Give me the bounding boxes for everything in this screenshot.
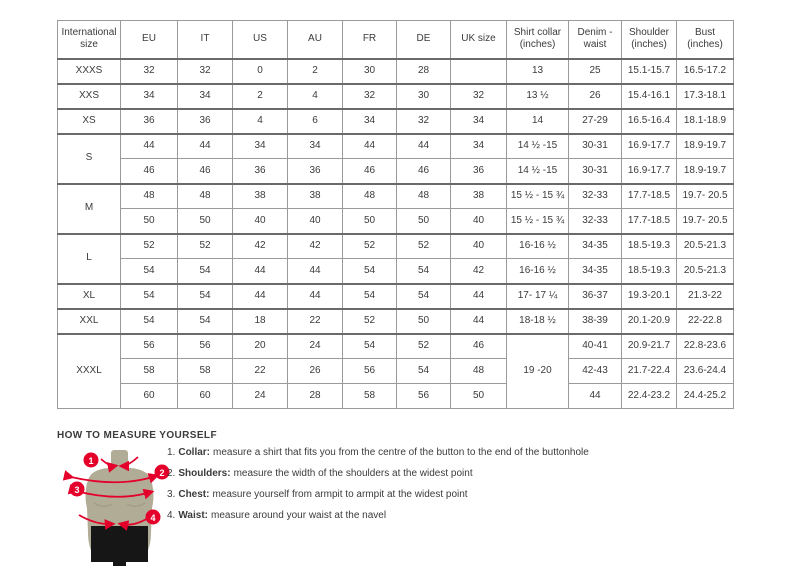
step-number: 1.	[167, 447, 176, 458]
table-cell: 44	[178, 134, 233, 159]
table-cell: 30-31	[569, 159, 622, 184]
table-cell: 54	[178, 259, 233, 284]
table-cell: 32	[178, 59, 233, 84]
table-cell: 40	[451, 209, 507, 234]
marker-4-number: 4	[150, 513, 156, 523]
table-cell: 4	[288, 84, 343, 109]
table-cell: 17.7-18.5	[622, 184, 677, 209]
table-cell: 54	[121, 309, 178, 334]
table-cell: 24	[288, 334, 343, 359]
merged-cell: M	[58, 184, 121, 234]
table-cell: 18.9-19.7	[677, 134, 734, 159]
table-cell: 32	[451, 84, 507, 109]
table-cell: 52	[343, 234, 397, 259]
table-cell: 44	[288, 284, 343, 309]
table-cell: 54	[121, 259, 178, 284]
table-cell: 20.1-20.9	[622, 309, 677, 334]
table-cell: 17.7-18.5	[622, 209, 677, 234]
measure-step	[167, 468, 777, 489]
table-cell: 26	[288, 359, 343, 384]
table-cell: 50	[121, 209, 178, 234]
mannequin-illustration	[54, 446, 176, 566]
table-cell: 42	[451, 259, 507, 284]
table-cell: 30-31	[569, 134, 622, 159]
mannequin-stand	[113, 560, 126, 566]
table-cell: XXL	[58, 309, 121, 334]
table-cell: 56	[343, 359, 397, 384]
table-cell: 44	[233, 284, 288, 309]
step-label: Shoulders:	[178, 468, 231, 479]
table-cell: 54	[178, 309, 233, 334]
table-cell: 32-33	[569, 184, 622, 209]
table-cell: 2	[233, 84, 288, 109]
table-cell: 44	[288, 259, 343, 284]
table-cell: 46	[343, 159, 397, 184]
merged-cell: S	[58, 134, 121, 184]
table-cell: 22	[288, 309, 343, 334]
table-cell: 46	[178, 159, 233, 184]
table-cell: XXS	[58, 84, 121, 109]
table-cell: 34	[451, 109, 507, 134]
table-cell: 21.3-22	[677, 284, 734, 309]
table-cell: 15.1-15.7	[622, 59, 677, 84]
table-cell	[451, 59, 507, 84]
measure-step	[167, 489, 777, 510]
table-cell: 32	[397, 109, 451, 134]
table-row	[58, 134, 734, 159]
table-cell: XL	[58, 284, 121, 309]
table-cell: 15.4-16.1	[622, 84, 677, 109]
table-cell: 40	[451, 234, 507, 259]
column-header: Denim - waist	[569, 21, 622, 59]
table-cell: 19.3-20.1	[622, 284, 677, 309]
measure-step	[167, 447, 777, 468]
table-cell: 6	[288, 109, 343, 134]
column-header: AU	[288, 21, 343, 59]
table-cell: 44	[451, 284, 507, 309]
table-cell: 48	[397, 184, 451, 209]
table-cell: 27-29	[569, 109, 622, 134]
table-cell: 60	[178, 384, 233, 409]
table-cell: 58	[121, 359, 178, 384]
table-cell: 32	[343, 84, 397, 109]
table-cell: 18	[233, 309, 288, 334]
table-cell: 20.5-21.3	[677, 234, 734, 259]
table-cell: 34	[288, 134, 343, 159]
table-cell: 50	[343, 209, 397, 234]
step-number: 4.	[167, 510, 176, 521]
table-cell: 30	[397, 84, 451, 109]
table-cell: 34	[233, 134, 288, 159]
table-cell: 17.3-18.1	[677, 84, 734, 109]
table-body	[58, 59, 734, 409]
table-row	[58, 109, 734, 134]
column-header: Shirt collar (inches)	[507, 21, 569, 59]
table-cell: 36	[121, 109, 178, 134]
merged-cell: XXXL	[58, 334, 121, 409]
table-cell: 54	[121, 284, 178, 309]
table-cell: 4	[233, 109, 288, 134]
step-text: measure a shirt that fits you from the centre of the button to the end of the buttonhole	[213, 447, 589, 458]
table-cell: 56	[178, 334, 233, 359]
column-header: US	[233, 21, 288, 59]
table-cell: 34	[178, 84, 233, 109]
table-cell: 16-16 ½	[507, 234, 569, 259]
column-header: International size	[58, 21, 121, 59]
table-cell: 25	[569, 59, 622, 84]
table-cell: 52	[397, 334, 451, 359]
table-cell: 22.8-23.6	[677, 334, 734, 359]
table-cell: 28	[397, 59, 451, 84]
step-label: Collar:	[178, 447, 211, 458]
table-cell: 14	[507, 109, 569, 134]
table-cell: 18.9-19.7	[677, 159, 734, 184]
table-cell: 44	[343, 134, 397, 159]
table-cell: 34-35	[569, 259, 622, 284]
table-cell: 26	[569, 84, 622, 109]
table-row	[58, 209, 734, 234]
table-cell: 19.7- 20.5	[677, 184, 734, 209]
table-cell: 15 ½ - 15 ¾	[507, 209, 569, 234]
table-cell: 34	[451, 134, 507, 159]
table-cell: 20.5-21.3	[677, 259, 734, 284]
table-cell: 38	[451, 184, 507, 209]
table-cell: 40	[288, 209, 343, 234]
table-cell: 44	[121, 134, 178, 159]
table-cell: 22-22.8	[677, 309, 734, 334]
table-cell: 46	[397, 159, 451, 184]
table-cell: 54	[397, 259, 451, 284]
table-cell: 50	[178, 209, 233, 234]
marker-3-number: 3	[74, 485, 80, 495]
step-label: Waist:	[178, 510, 208, 521]
table-cell: 21.7-22.4	[622, 359, 677, 384]
table-cell: 54	[397, 359, 451, 384]
step-text: measure yourself from armpit to armpit at the widest point	[212, 489, 468, 500]
table-cell: 24	[233, 384, 288, 409]
table-cell: 18.5-19.3	[622, 234, 677, 259]
table-cell: 22.4-23.2	[622, 384, 677, 409]
table-row	[58, 184, 734, 209]
table-cell: 52	[343, 309, 397, 334]
table-cell: 50	[397, 309, 451, 334]
table-cell: 24.4-25.2	[677, 384, 734, 409]
table-row	[58, 59, 734, 84]
table-row	[58, 359, 734, 384]
table-cell: 42	[288, 234, 343, 259]
table-cell: 20.9-21.7	[622, 334, 677, 359]
table-cell: 50	[397, 209, 451, 234]
table-cell: 32	[121, 59, 178, 84]
marker-2-number: 2	[159, 468, 165, 478]
table-cell: 54	[343, 334, 397, 359]
table-cell: 48	[343, 184, 397, 209]
table-header	[58, 21, 734, 59]
table-cell: 48	[178, 184, 233, 209]
table-cell: 36	[233, 159, 288, 184]
table-cell: 36	[288, 159, 343, 184]
table-cell: 18.1-18.9	[677, 109, 734, 134]
table-cell: 19.7- 20.5	[677, 209, 734, 234]
step-number: 3.	[167, 489, 176, 500]
table-cell: 34-35	[569, 234, 622, 259]
table-cell: 42-43	[569, 359, 622, 384]
table-cell: 0	[233, 59, 288, 84]
table-cell: 50	[451, 384, 507, 409]
table-cell: 44	[451, 309, 507, 334]
table-cell: 34	[121, 84, 178, 109]
table-row	[58, 334, 734, 359]
table-cell: 58	[343, 384, 397, 409]
table-cell: 54	[343, 284, 397, 309]
marker-1-number: 1	[88, 456, 94, 466]
table-cell: 28	[288, 384, 343, 409]
table-cell: 52	[178, 234, 233, 259]
table-cell: 16.5-16.4	[622, 109, 677, 134]
table-cell: 38-39	[569, 309, 622, 334]
column-header: Shoulder (inches)	[622, 21, 677, 59]
table-cell: 52	[121, 234, 178, 259]
measure-step	[167, 510, 777, 531]
table-cell: 56	[397, 384, 451, 409]
table-cell: 32-33	[569, 209, 622, 234]
table-cell: 16.5-17.2	[677, 59, 734, 84]
column-header: EU	[121, 21, 178, 59]
table-cell: 23.6-24.4	[677, 359, 734, 384]
table-cell: 48	[121, 184, 178, 209]
mannequin-shorts	[91, 526, 148, 562]
table-cell: 54	[178, 284, 233, 309]
table-cell: 2	[288, 59, 343, 84]
size-chart-table	[57, 20, 734, 409]
merged-cell: L	[58, 234, 121, 284]
column-header: DE	[397, 21, 451, 59]
table-row	[58, 384, 734, 409]
table-cell: 54	[343, 259, 397, 284]
table-row	[58, 234, 734, 259]
table-cell: 58	[178, 359, 233, 384]
table-cell: 44	[397, 134, 451, 159]
table-cell: 40-41	[569, 334, 622, 359]
table-cell: 15 ½ - 15 ¾	[507, 184, 569, 209]
step-text: measure around your waist at the navel	[210, 510, 387, 521]
table-cell: 36	[451, 159, 507, 184]
table-cell: XXXS	[58, 59, 121, 84]
step-text: measure the width of the shoulders at the widest point	[233, 468, 473, 479]
column-header: Bust (inches)	[677, 21, 734, 59]
table-cell: XS	[58, 109, 121, 134]
column-header: FR	[343, 21, 397, 59]
table-cell: 44	[569, 384, 622, 409]
table-cell: 14 ½ -15	[507, 159, 569, 184]
table-cell: 44	[233, 259, 288, 284]
measure-section-title: HOW TO MEASURE YOURSELF	[57, 430, 217, 441]
table-cell: 13 ½	[507, 84, 569, 109]
table-cell: 46	[451, 334, 507, 359]
table-cell: 54	[397, 284, 451, 309]
merged-cell: 19 -20	[507, 334, 569, 409]
table-cell: 16.9-17.7	[622, 159, 677, 184]
table-cell: 40	[233, 209, 288, 234]
table-row	[58, 159, 734, 184]
table-cell: 42	[233, 234, 288, 259]
table-cell: 30	[343, 59, 397, 84]
table-cell: 46	[121, 159, 178, 184]
table-cell: 36-37	[569, 284, 622, 309]
table-cell: 22	[233, 359, 288, 384]
table-row	[58, 309, 734, 334]
column-header: UK size	[451, 21, 507, 59]
step-label: Chest:	[178, 489, 210, 500]
measure-steps-list	[167, 447, 777, 531]
table-cell: 52	[397, 234, 451, 259]
table-cell: 13	[507, 59, 569, 84]
table-cell: 34	[343, 109, 397, 134]
column-header: IT	[178, 21, 233, 59]
table-cell: 60	[121, 384, 178, 409]
table-cell: 16-16 ½	[507, 259, 569, 284]
table-cell: 20	[233, 334, 288, 359]
table-cell: 14 ½ -15	[507, 134, 569, 159]
table-cell: 18.5-19.3	[622, 259, 677, 284]
table-row	[58, 259, 734, 284]
table-cell: 16.9-17.7	[622, 134, 677, 159]
table-cell: 56	[121, 334, 178, 359]
table-cell: 48	[451, 359, 507, 384]
table-cell: 18-18 ½	[507, 309, 569, 334]
table-cell: 38	[233, 184, 288, 209]
step-number: 2.	[167, 468, 176, 479]
table-row	[58, 284, 734, 309]
table-cell: 36	[178, 109, 233, 134]
table-row	[58, 84, 734, 109]
table-cell: 17- 17 ¼	[507, 284, 569, 309]
table-cell: 38	[288, 184, 343, 209]
